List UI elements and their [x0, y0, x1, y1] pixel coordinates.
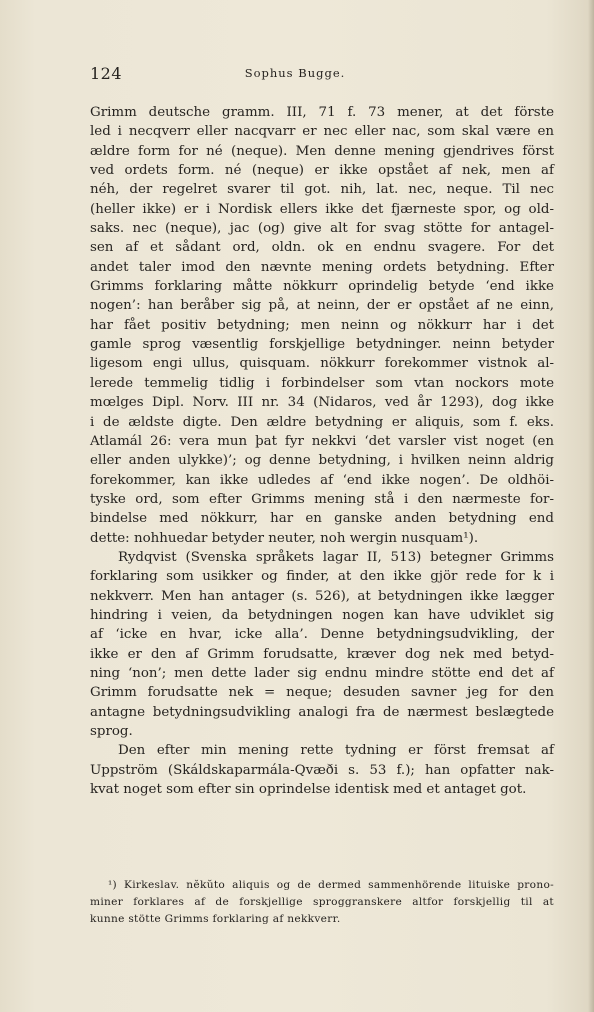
text-line: antagne betydningsudvikling analogi fra de nærmest beslægtede — [90, 704, 554, 720]
text-line: tyske ord, som efter Grimms mening stå i den nærmeste for- — [90, 491, 554, 507]
page-header — [90, 64, 500, 86]
text-line: ældre form for né (neque). Men denne mening gjendrives först — [90, 143, 554, 159]
footnote-line: miner forklares af de forskjellige sproggranskere altfor forskjellig til at — [90, 896, 554, 908]
text-line: Rydqvist (Svenska språkets lagar II, 513) betegner Grimms — [118, 549, 554, 565]
text-line: hindring i veien, da betydningen nogen kan have udviklet sig — [90, 607, 554, 623]
text-line: Grimm deutsche gramm. III, 71 f. 73 mener, at det förste — [90, 105, 554, 120]
body-text — [90, 103, 554, 799]
text-line: ikke er den af Grimm forudsatte, kræver dog nek med betyd- — [90, 646, 554, 662]
text-line: lerede temmelig tidlig i forbindelser som vtan nockors mote — [90, 375, 554, 391]
text-line: mœlges Dipl. Norv. III nr. 34 (Nidaros, ved år 1293), dog ikke — [90, 395, 554, 411]
text-line: néh, der regelret svarer til got. nih, lat. nec, neque. Til nec — [90, 182, 554, 198]
text-line: Grimms forklaring måtte nökkurr oprindelig betyde ‘end ikke — [90, 279, 554, 295]
text-line: (heller ikke) er i Nordisk ellers ikke det fjærneste spor, og old- — [90, 201, 554, 217]
text-line: Atlamál 26: vera mun þat fyr nekkvi ‘det varsler vist noget (en — [90, 433, 554, 449]
footnote-line: ¹) Kirkeslav. nĕkŭto aliquis og de dermed sammenhörende lituiske prono- — [108, 879, 554, 891]
text-line: sprog. — [90, 724, 133, 739]
page-number: 124 — [90, 64, 123, 83]
text-line: af ‘icke en hvar, icke alla’. Denne betydningsudvikling, der — [90, 627, 554, 643]
text-line: ved ordets form. né (neque) er ikke opstået af nek, men af — [90, 163, 554, 179]
text-line: sen af et sådant ord, oldn. ok en endnu svagere. For det — [90, 240, 554, 256]
text-line: forekommer, kan ikke udledes af ‘end ikke nogen’. De oldhöi- — [90, 472, 554, 488]
text-line: har fået positiv betydning; men neinn og nökkurr har i det — [90, 317, 554, 333]
text-line: ning ‘non’; men dette lader sig endnu mindre stötte end det af — [90, 665, 554, 681]
text-line: led i necqverr eller nacqvarr er nec eller nac, som skal være en — [90, 124, 554, 140]
text-line: i de ældste digte. Den ældre betydning er aliquis, som f. eks. — [90, 414, 554, 430]
text-line: Den efter min mening rette tydning er först fremsat af — [118, 743, 554, 759]
text-line: nekkverr. Men han antager (s. 526), at betydningen ikke lægger — [90, 588, 554, 604]
footnotes — [90, 877, 554, 928]
text-line: Uppström (Skáldskaparmála-Qvæði s. 53 f.); han opfatter nak- — [90, 762, 554, 778]
text-line: kvat noget som efter sin oprindelse identisk med et antaget got. — [90, 782, 527, 798]
text-line: bindelse med nökkurr, har en ganske anden betydning end — [90, 511, 554, 527]
page-edge-shadow — [588, 0, 594, 1012]
text-line: andet taler imod den nævnte mening ordets betydning. Efter — [90, 259, 554, 275]
text-line: dette: nohhuedar betyder neuter, noh wergin nusquam¹). — [90, 530, 479, 546]
running-head: Sophus Bugge. — [244, 66, 346, 80]
text-line: Grimm forudsatte nek = neque; desuden savner jeg for den — [90, 685, 554, 701]
footnote-line: kunne stötte Grimms forklaring af nekkverr. — [90, 913, 341, 925]
text-line: ligesom engi ullus, quisquam. nökkurr forekommer vistnok al- — [90, 356, 554, 372]
text-line: eller anden ulykke)’; og denne betydning, i hvilken neinn aldrig — [90, 453, 554, 469]
text-line: gamle sprog væsentlig forskjellige betydninger. neinn betyder — [90, 337, 554, 353]
text-line: saks. nec (neque), jac (og) give alt for svag stötte for antagel- — [90, 221, 554, 237]
text-line: forklaring som usikker og finder, at den ikke gjör rede for k i — [90, 569, 554, 585]
text-line: nogen’: han beråber sig på, at neinn, der er opstået af ne einn, — [90, 298, 554, 314]
